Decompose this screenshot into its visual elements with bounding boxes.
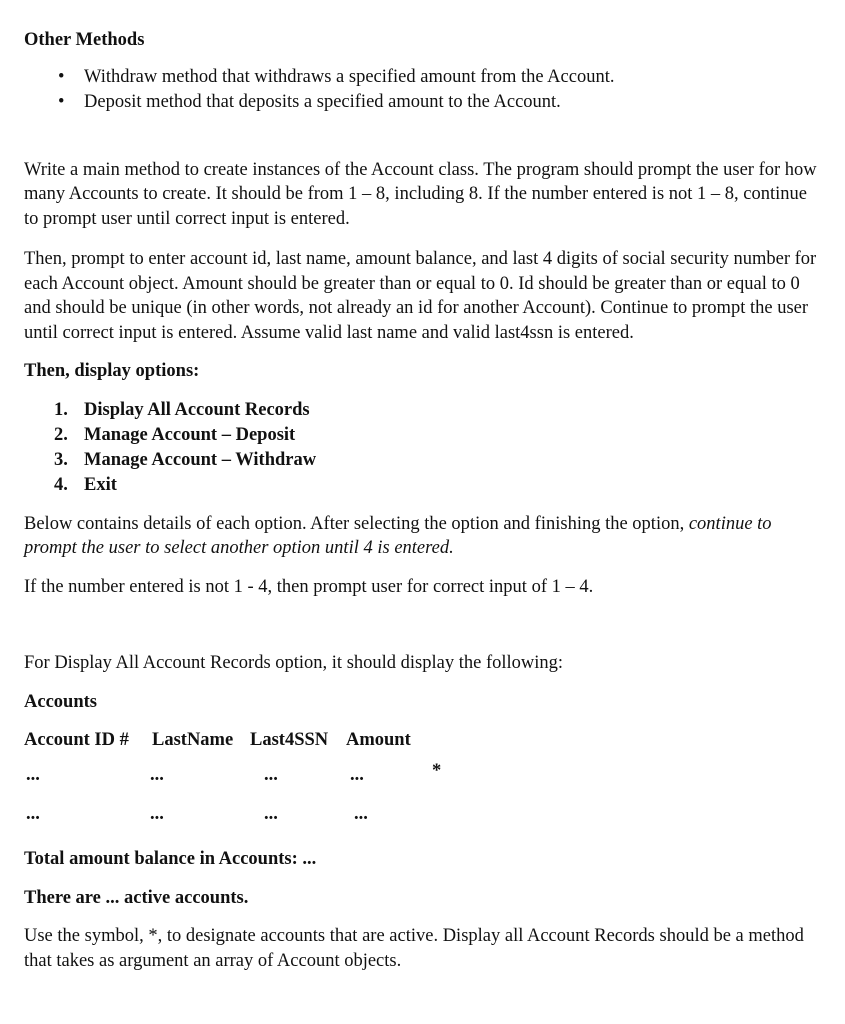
active-accounts-line: There are ... active accounts. [24,887,249,908]
options-details-text: Below contains details of each option. After selecting the option and finishing the option, [24,513,689,534]
cell-last-name: ... [150,804,164,824]
column-header-last-name: LastName [152,730,234,750]
list-item [24,473,824,498]
list-item [24,448,824,473]
accounts-table-header [24,728,824,753]
table-row [24,806,824,831]
list-item-text: Withdraw method that withdraws a specified amount from the Account. [84,66,615,87]
option-number: 4. [54,474,68,495]
invalid-input-paragraph: If the number entered is not 1 - 4, then prompt user for correct input of 1 – 4. [24,576,594,597]
main-method-paragraph: Write a main method to create instances of the Account class. The program should prompt the user for how many Accounts to create. It should be from 1 – 8, including 8. If the number entered is not 1 – 8, continue to prompt user until correct input is entered. [24,159,817,229]
other-methods-heading: Other Methods [24,30,145,50]
cell-last-name: ... [150,765,164,785]
option-label: Manage Account – Withdraw [84,449,317,470]
cell-last4ssn: ... [264,765,278,785]
list-item [24,65,824,90]
document-page [24,28,824,973]
display-records-paragraph: For Display All Account Records option, it should display the following: [24,653,564,673]
total-balance-line: Total amount balance in Accounts: ... [24,849,317,869]
option-number: 1. [54,399,68,420]
cell-account-id: ... [26,804,40,824]
table-row [24,761,824,792]
option-label: Exit [84,474,117,495]
cell-last4ssn: ... [264,804,278,824]
list-item [24,90,824,115]
display-options-heading: Then, display options: [24,361,200,381]
options-details-paragraph [24,512,824,561]
cell-amount: ... [350,765,364,785]
option-label: Manage Account – Deposit [84,424,296,445]
bullet-icon: • [58,66,65,87]
options-details-italic: continue to prompt the user to select another option until 4 is entered. [24,513,772,558]
symbol-usage-paragraph: Use the symbol, *, to designate accounts that are active. Display all Account Records should be a method that takes as argument an array of Account objects. [24,926,804,971]
cell-account-id: ... [26,765,40,785]
column-header-last4ssn: Last4SSN [250,730,329,750]
column-header-amount: Amount [346,730,411,750]
list-item [24,423,824,448]
options-list [24,398,824,498]
option-number: 2. [54,424,68,445]
option-label: Display All Account Records [84,399,310,420]
accounts-title: Accounts [24,691,97,712]
active-marker: * [432,761,442,781]
list-item [24,398,824,423]
other-methods-list [24,65,824,115]
cell-amount: ... [354,804,368,824]
option-number: 3. [54,449,68,470]
account-input-paragraph: Then, prompt to enter account id, last name, amount balance, and last 4 digits of social security number for each Account object. Amount should be greater than or equal to 0. Id should be greater than or equal to 0 and should be unique (in other words, not already an id for another Account). Continue to prompt the user until correct input is entered. Assume valid last name and valid last4ssn is entered. [24,249,817,343]
list-item-text: Deposit method that deposits a specified amount to the Account. [84,91,561,112]
bullet-icon: • [58,91,65,112]
column-header-account-id: Account ID # [24,730,129,750]
